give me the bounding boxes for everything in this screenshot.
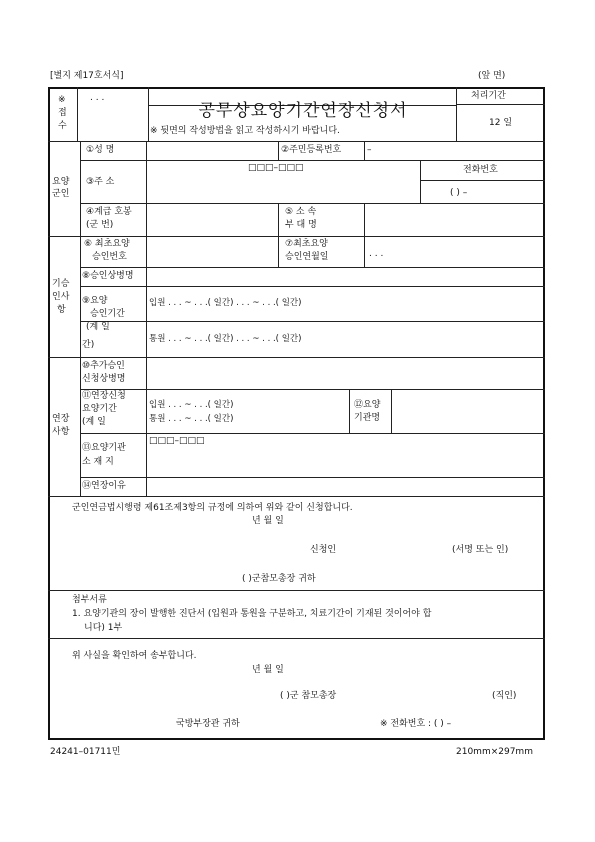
processing-period-value: 12 일: [489, 118, 513, 128]
name-field[interactable]: [148, 142, 277, 160]
page-side: (앞 면): [478, 71, 506, 81]
approval-outpatient-field[interactable]: 통원 . . . ~ . . .( 일간) . . . ~ . . .( 일간): [149, 334, 302, 344]
unit-name-label: 부 대 명: [285, 220, 317, 230]
first-approval-date-label: ⑦최초요양: [285, 239, 328, 249]
section-approval-1: 기승: [52, 279, 70, 289]
service-number-label: (군 번): [86, 220, 114, 230]
section-applicant-2: 군인: [52, 189, 70, 199]
address-postal-code[interactable]: □□□–□□□: [248, 163, 304, 173]
form-number: [별지 제17호서식]: [50, 71, 124, 81]
approval-period-label-4: 간): [82, 340, 95, 350]
processing-period-label: 처리기간: [471, 91, 506, 101]
signature-or-seal: (서명 또는 인): [452, 545, 509, 555]
section-applicant-1: 요양: [52, 177, 70, 187]
section-approval-2: 인사: [52, 292, 70, 302]
receipt-date-dots: . . .: [90, 93, 105, 103]
applicant-signature-label: 신청인: [310, 545, 337, 555]
additional-disease-label-2: 신청상병명: [82, 374, 126, 384]
additional-disease-label: ⑩추가승인: [82, 361, 125, 371]
first-approval-date-field[interactable]: . . .: [369, 249, 384, 259]
institution-location-label-2: 소 재 지: [82, 457, 114, 467]
first-approval-number-label-2: 승인번호: [92, 252, 127, 262]
phone-label: 전화번호: [463, 165, 498, 175]
confirmation-recipient: 국방부장관 귀하: [176, 719, 240, 729]
extension-inpatient-field[interactable]: 입원 . . . ~ . . .( 일간): [149, 400, 234, 410]
section-extension-1: 연장: [52, 414, 70, 424]
institution-postal-code[interactable]: □□□–□□□: [149, 436, 205, 446]
approval-period-label: ⑨요양: [82, 296, 108, 306]
name-label: ①성 명: [86, 145, 115, 155]
declaration-statement: 군인연금법시행령 제61조제3항의 규정에 의하여 위와 같이 신청합니다.: [72, 503, 353, 513]
approval-period-label-3: (계 일: [86, 322, 110, 332]
rrn-label: ②주민등록번호: [281, 145, 342, 155]
receipt-label-2: 수: [58, 121, 67, 131]
extension-period-label-3: (계 일: [82, 417, 106, 427]
declaration-recipient: ( )군참모총장 귀하: [242, 574, 316, 584]
extension-outpatient-field[interactable]: 통원 . . . ~ . . .( 일간): [149, 414, 234, 424]
receipt-mark: ※: [58, 95, 66, 105]
address-label: ③주 소: [86, 177, 115, 187]
confirmation-statement: 위 사실을 확인하여 송부합니다.: [72, 651, 197, 661]
instruction-note: ※ 뒷면의 작성방법을 읽고 작성하시기 바랍니다.: [150, 126, 340, 136]
rank-label: ④계급 호봉: [86, 207, 132, 217]
approved-disease-label: ⑧승인상병명: [82, 271, 134, 281]
section-approval-3: 항: [57, 305, 66, 315]
attachments-title: 첨부서류: [72, 595, 107, 605]
confirmation-date: 년 월 일: [252, 665, 284, 675]
institution-name-label-2: 기관명: [354, 413, 381, 423]
form-code: 24241–01711민: [50, 747, 121, 757]
institution-name-label: ⑫요양: [354, 400, 381, 410]
phone-field[interactable]: ( ) –: [450, 188, 468, 198]
rrn-field[interactable]: –: [367, 145, 372, 155]
form-frame: [48, 87, 545, 740]
first-approval-date-label-2: 승인연월일: [285, 252, 329, 262]
approval-inpatient-field[interactable]: 입원 . . . ~ . . .( 일간) . . . ~ . . .( 일간): [149, 298, 302, 308]
contact-phone: ※ 전화번호 : ( ) –: [380, 719, 452, 729]
attachment-item-1-cont: 니다) 1부: [84, 623, 123, 633]
receipt-label-1: 접: [58, 108, 67, 118]
extension-period-label: ⑪연장신청: [82, 391, 126, 401]
unit-label: ⑤ 소 속: [285, 207, 317, 217]
institution-location-label: ⑬요양기관: [82, 443, 126, 453]
paper-size: 210mm×297mm: [456, 747, 533, 757]
chief-of-staff: ( )군 참모총장: [280, 691, 337, 701]
approval-period-label-2: 승인기간: [90, 309, 125, 319]
extension-reason-label: ⑭연장이유: [82, 481, 126, 491]
section-extension-2: 사항: [52, 427, 70, 437]
official-seal: (직인): [492, 691, 517, 701]
form-title: 공무상요양기간연장신청서: [198, 101, 408, 121]
attachment-item-1: 1. 요양기관의 장이 발행한 진단서 (입원과 통원을 구분하고, 치료기간이 기재된 것이어야 합: [72, 609, 432, 619]
first-approval-number-label: ⑥ 최초요양: [84, 239, 130, 249]
extension-period-label-2: 요양기간: [82, 404, 117, 414]
declaration-date: 년 월 일: [252, 516, 284, 526]
